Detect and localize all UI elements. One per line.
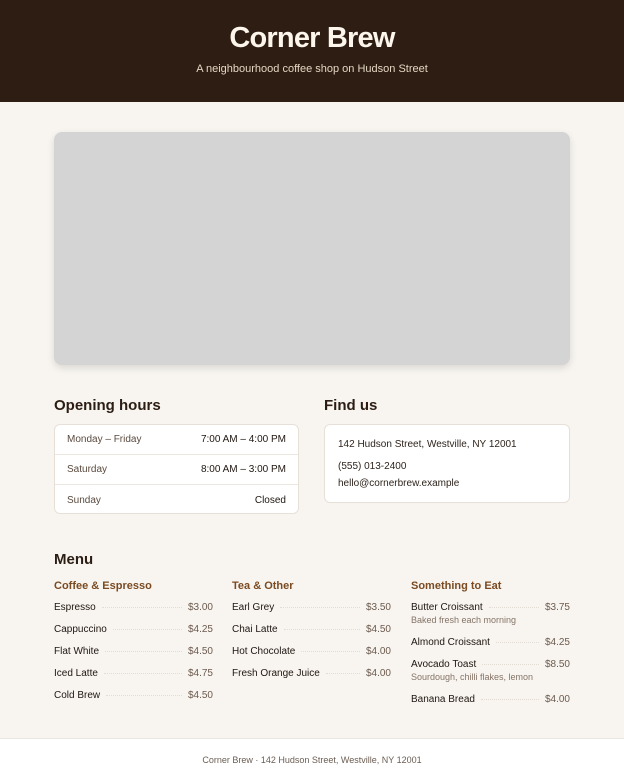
menu-item-name: Chai Latte bbox=[232, 624, 278, 635]
menu-item bbox=[411, 637, 570, 659]
menu-title: Menu bbox=[54, 551, 94, 568]
menu-item-price: $3.50 bbox=[365, 602, 391, 613]
hours-day: Sunday bbox=[67, 494, 101, 506]
site-header bbox=[0, 0, 624, 102]
menu-item-leader bbox=[280, 607, 360, 608]
menu-item-price: $4.25 bbox=[187, 624, 213, 635]
menu-item-price: $3.75 bbox=[544, 602, 570, 613]
menu-item-leader bbox=[102, 607, 182, 608]
site-subtitle: A neighbourhood coffee shop on Hudson Street bbox=[196, 63, 428, 75]
menu-item bbox=[54, 668, 213, 690]
hours-row bbox=[55, 425, 298, 455]
menu-item-name: Avocado Toast bbox=[411, 659, 477, 670]
menu-item-name: Earl Grey bbox=[232, 602, 275, 613]
menu-item-price: $4.00 bbox=[365, 668, 391, 679]
hours-time: Closed bbox=[254, 494, 286, 506]
menu-item-name: Iced Latte bbox=[54, 668, 98, 679]
menu-item bbox=[54, 602, 213, 624]
site-footer bbox=[0, 738, 624, 781]
hours-time: 8:00 AM – 3:00 PM bbox=[200, 464, 286, 475]
phone-link[interactable]: (555) 013-2400 bbox=[338, 461, 407, 472]
site-title: Corner Brew bbox=[229, 22, 395, 54]
menu-item-name: Cold Brew bbox=[54, 690, 101, 701]
menu-item bbox=[232, 668, 391, 690]
menu-item bbox=[411, 659, 570, 694]
menu-column-food bbox=[411, 580, 570, 716]
menu-item bbox=[54, 624, 213, 646]
menu-item bbox=[232, 624, 391, 646]
menu-item bbox=[411, 694, 570, 716]
menu-column-coffee bbox=[54, 580, 213, 712]
menu-item-price: $4.75 bbox=[187, 668, 213, 679]
menu-item-price: $8.50 bbox=[544, 659, 570, 670]
menu-column-title: Coffee & Espresso bbox=[54, 580, 152, 592]
menu-column-title: Something to Eat bbox=[411, 580, 502, 592]
menu-item-name: Hot Chocolate bbox=[232, 646, 296, 657]
hours-row bbox=[55, 455, 298, 485]
menu-item-leader bbox=[482, 664, 539, 665]
menu-item bbox=[232, 646, 391, 668]
menu-item-leader bbox=[106, 695, 182, 696]
menu-item-price: $4.00 bbox=[544, 694, 570, 705]
menu-item-leader bbox=[104, 673, 182, 674]
hours-day: Saturday bbox=[67, 464, 108, 475]
menu-item-line bbox=[411, 602, 570, 613]
menu-item bbox=[54, 646, 213, 668]
menu-item-price: $3.00 bbox=[187, 602, 213, 613]
email-link[interactable]: hello@cornerbrew.example bbox=[338, 478, 460, 489]
find-us-title: Find us bbox=[324, 397, 378, 414]
opening-hours-card bbox=[54, 424, 299, 514]
hours-time: 7:00 AM – 4:00 PM bbox=[200, 434, 286, 445]
menu-column-title: Tea & Other bbox=[232, 580, 294, 592]
menu-item-price: $4.50 bbox=[187, 646, 213, 657]
menu-item-name: Fresh Orange Juice bbox=[232, 668, 320, 679]
menu-item-name: Banana Bread bbox=[411, 694, 475, 705]
menu-item-name: Espresso bbox=[54, 602, 96, 613]
menu-item-name: Butter Croissant bbox=[411, 602, 483, 613]
find-us-card bbox=[324, 424, 570, 503]
menu-item-price: $4.50 bbox=[365, 624, 391, 635]
opening-hours-title: Opening hours bbox=[54, 397, 161, 414]
menu-item-price: $4.50 bbox=[187, 690, 213, 701]
hours-day: Monday – Friday bbox=[67, 434, 142, 445]
address-text: 142 Hudson Street, Westville, NY 12001 bbox=[338, 439, 517, 450]
menu-item-leader bbox=[481, 699, 539, 700]
menu-column-tea bbox=[232, 580, 391, 690]
menu-item-leader bbox=[301, 651, 360, 652]
menu-item-leader bbox=[284, 629, 360, 630]
menu-item bbox=[232, 602, 391, 624]
menu-item-leader bbox=[489, 607, 539, 608]
menu-item bbox=[411, 602, 570, 637]
menu-item-name: Almond Croissant bbox=[411, 637, 490, 648]
menu-item-leader bbox=[113, 629, 182, 630]
menu-item-line bbox=[411, 659, 570, 670]
menu-item-price: $4.25 bbox=[544, 637, 570, 648]
menu-item-name: Flat White bbox=[54, 646, 100, 657]
menu-item-leader bbox=[326, 673, 360, 674]
menu-item-description: Baked fresh each morning bbox=[411, 615, 517, 625]
menu-item-price: $4.00 bbox=[365, 646, 391, 657]
menu-item-name: Cappuccino bbox=[54, 624, 107, 635]
menu-item-description: Sourdough, chilli flakes, lemon bbox=[411, 672, 534, 682]
hours-row bbox=[55, 485, 298, 515]
menu-item-leader bbox=[496, 642, 539, 643]
menu-item-leader bbox=[105, 651, 182, 652]
hero-image-placeholder bbox=[54, 132, 570, 365]
menu-item bbox=[54, 690, 213, 712]
footer-text: Corner Brew · 142 Hudson Street, Westville, NY 12001 bbox=[202, 755, 422, 765]
